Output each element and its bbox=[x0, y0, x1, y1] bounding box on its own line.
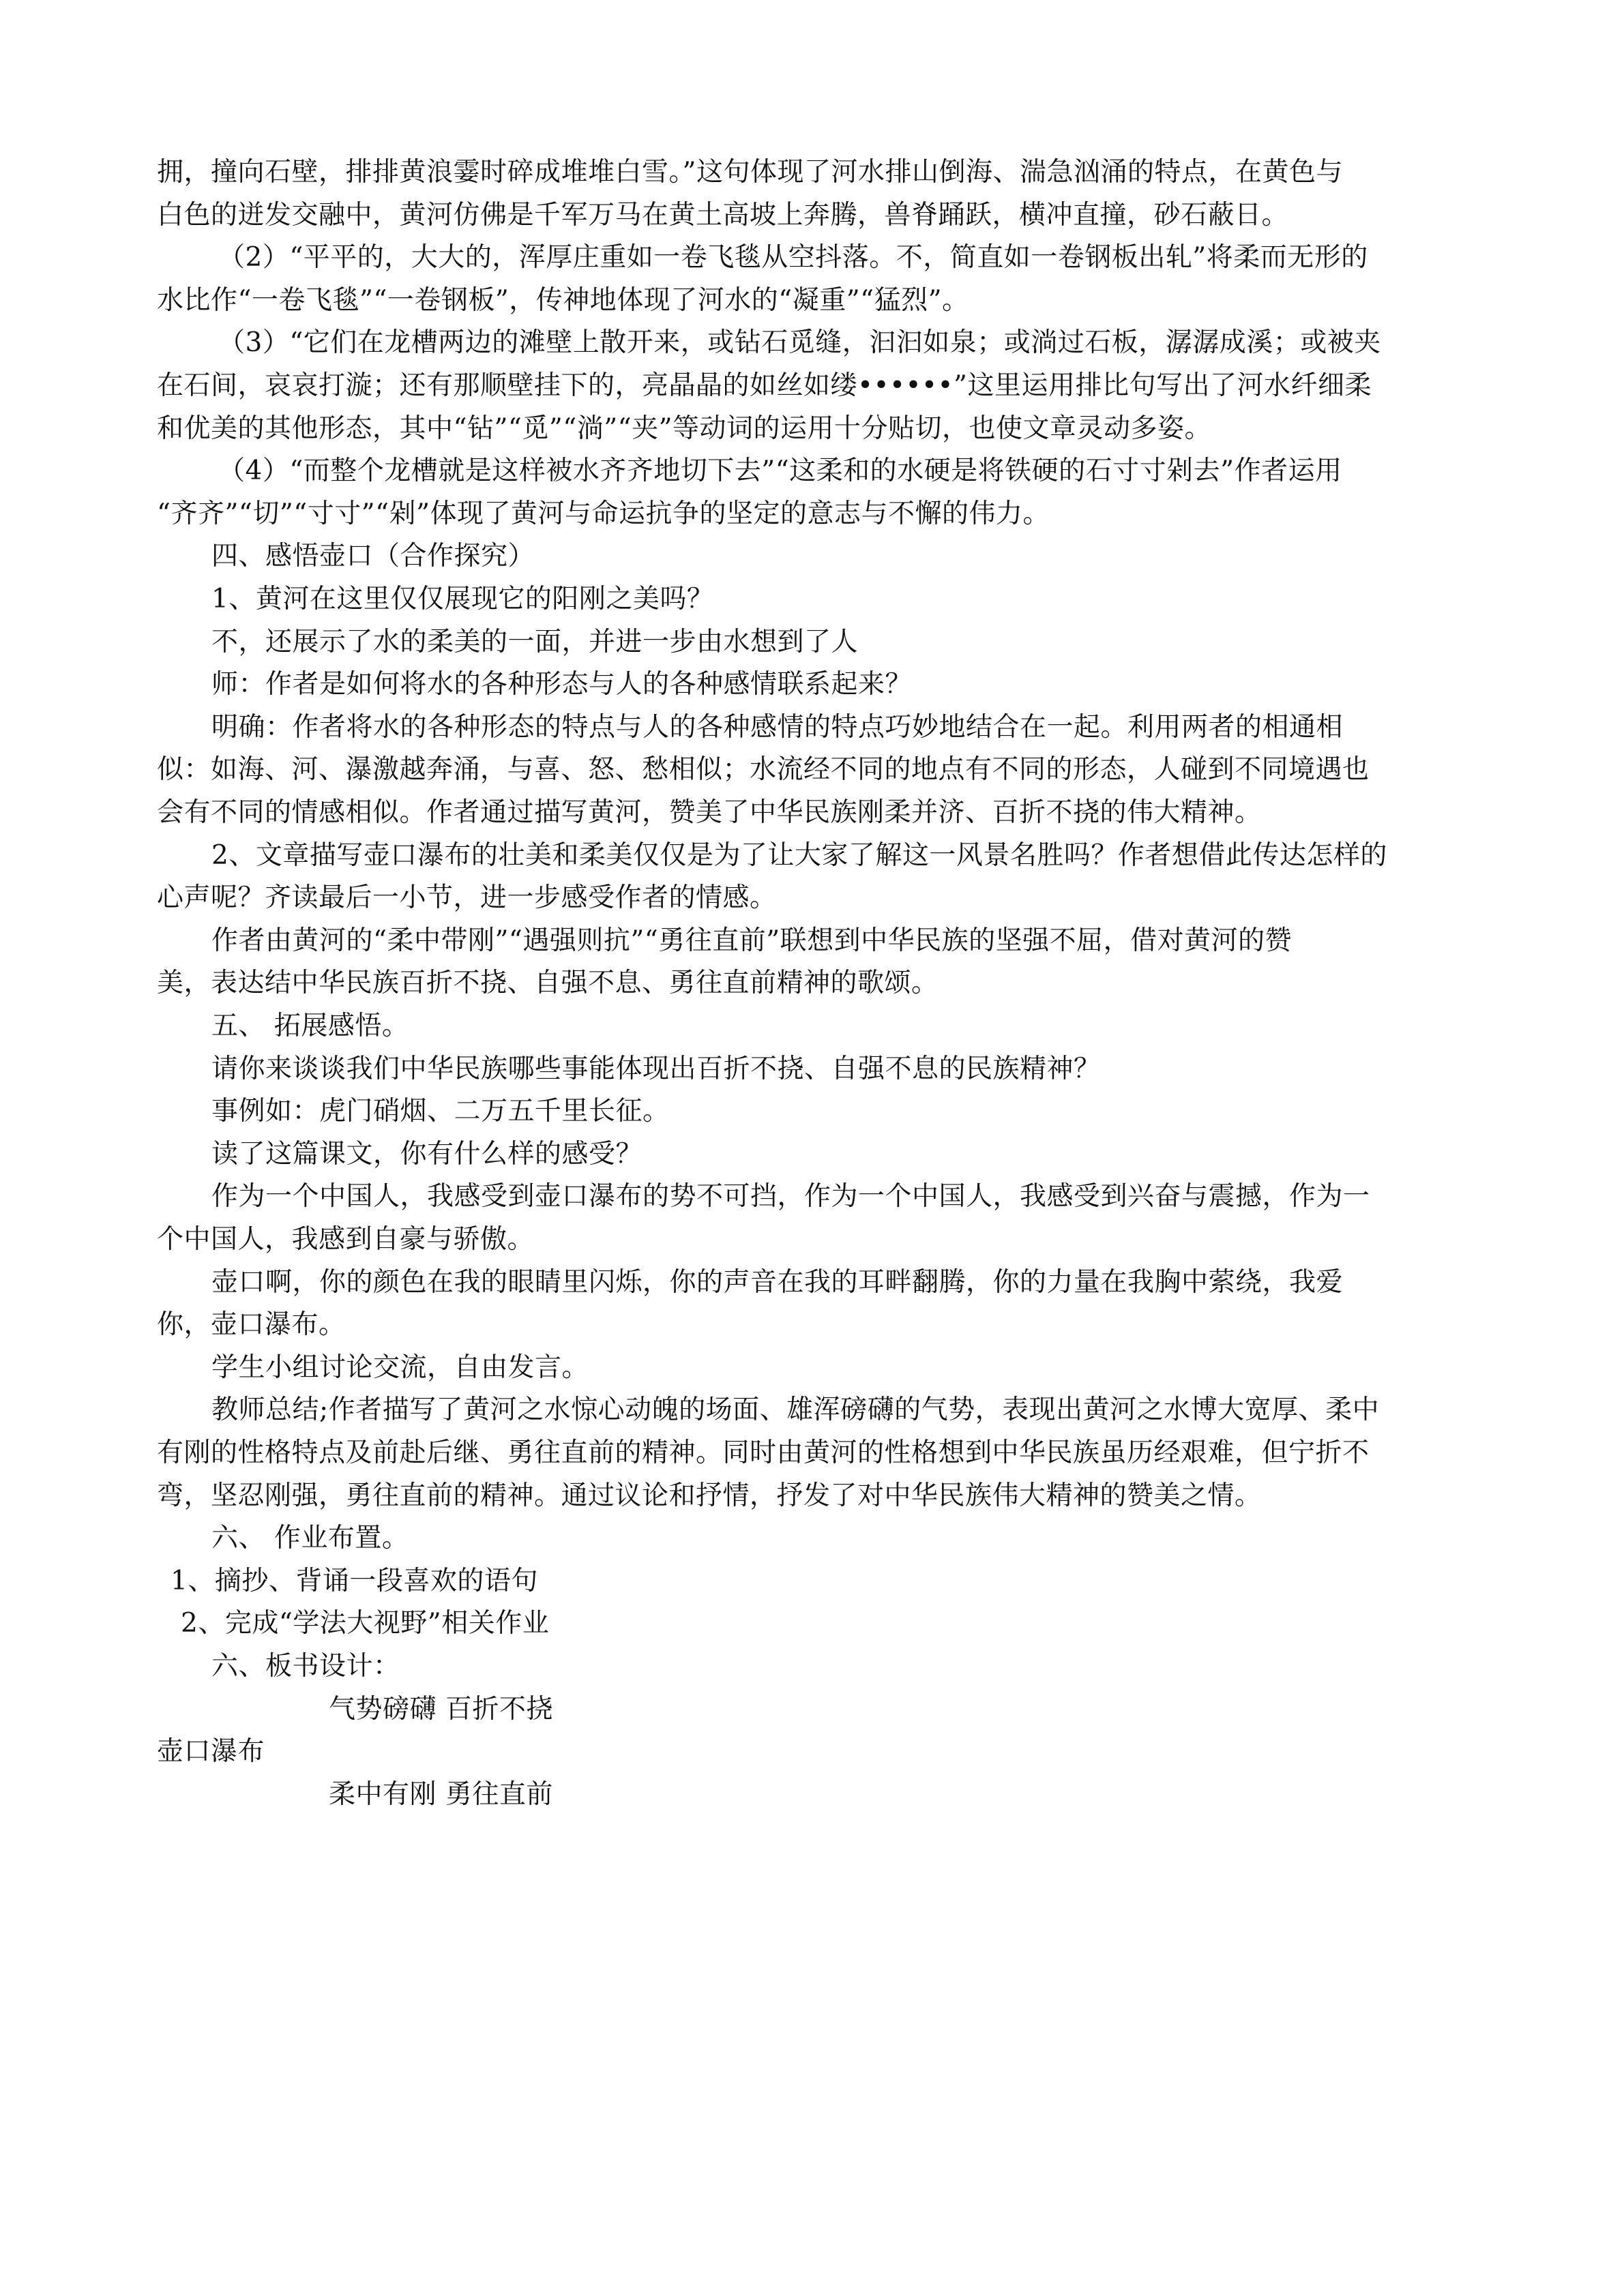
text-line: 水比作“一卷飞毯”“一卷钢板”，传神地体现了河水的“凝重”“猛烈”。 bbox=[157, 285, 969, 316]
text-line: 会有不同的情感相似。作者通过描写黄河，赞美了中华民族刚柔并济、百折不挠的伟大精神。 bbox=[157, 797, 1262, 828]
section-heading: 五、 拓展感悟。 bbox=[211, 1011, 409, 1041]
text-line: 作为一个中国人，我感受到壶口瀑布的势不可挡，作为一个中国人，我感受到兴奋与震撼，作为一 bbox=[211, 1181, 1370, 1212]
board-design-line: 气势磅礴 百折不挠 bbox=[329, 1694, 553, 1725]
text-line: “齐齐”“切”“寸寸”“剁”体现了黄河与命运抗争的坚定的意志与不懈的伟力。 bbox=[157, 498, 1050, 529]
text-line: （3）“它们在龙槽两边的滩壁上散开来，或钻石觅缝，汩汩如泉；或淌过石板，潺潺成溪；或被夹 bbox=[218, 327, 1381, 358]
board-design-line: 柔中有刚 勇往直前 bbox=[329, 1779, 553, 1810]
text-line: 美，表达结中华民族百折不挠、自强不息、勇往直前精神的歌颂。 bbox=[157, 968, 939, 998]
text-line: 似：如海、河、瀑激越奔涌，与喜、怒、愁相似；水流经不同的地点有不同的形态，人碰到不同境遇也 bbox=[157, 754, 1370, 785]
text-line: 明确：作者将水的各种形态的特点与人的各种感情的特点巧妙地结合在一起。利用两者的相通相 bbox=[211, 712, 1344, 743]
section-heading: 四、感悟壶口（合作探究） bbox=[211, 541, 535, 571]
text-line: 师：作者是如何将水的各种形态与人的各种感情联系起来？ bbox=[211, 669, 913, 700]
text-line: 你，壶口瀑布。 bbox=[157, 1309, 346, 1340]
text-line: 白色的迸发交融中，黄河仿佛是千军万马在黄土高坡上奔腾，兽脊踊跃，横冲直撞，砂石蔽日。 bbox=[157, 200, 1289, 230]
text-line: 1、黄河在这里仅仅展现它的阳刚之美吗？ bbox=[211, 584, 714, 614]
section-heading: 六、 作业布置。 bbox=[211, 1523, 409, 1553]
text-line: 弯，坚忍刚强，勇往直前的精神。通过议论和抒情，抒发了对中华民族伟大精神的赞美之情。 bbox=[157, 1480, 1262, 1511]
text-line: （4）“而整个龙槽就是这样被水齐齐地切下去”“这柔和的水硬是将铁硬的石寸寸剁去”作者运用 bbox=[218, 456, 1342, 486]
text-line: 请你来谈谈我们中华民族哪些事能体现出百折不挠、自强不息的民族精神？ bbox=[211, 1054, 1101, 1084]
text-line: 个中国人，我感到自豪与骄傲。 bbox=[157, 1224, 535, 1255]
text-line: 在石间，哀哀打漩；还有那顺壁挂下的，亮晶晶的如丝如缕••••••”这里运用排比句写出了河水纤细柔 bbox=[157, 370, 1372, 401]
text-line: 壶口啊，你的颜色在我的眼睛里闪烁，你的声音在我的耳畔翻腾，你的力量在我胸中萦绕，我爱 bbox=[211, 1267, 1344, 1298]
text-line: 不，还展示了水的柔美的一面，并进一步由水想到了人 bbox=[211, 627, 859, 657]
text-line: 有刚的性格特点及前赴后继、勇往直前的精神。同时由黄河的性格想到中华民族虽历经艰难，但宁折不 bbox=[157, 1437, 1370, 1468]
text-line: （2）“平平的，大大的，浑厚庄重如一卷飞毯从空抖落。不，简直如一卷钢板出轧”将柔而无形的 bbox=[218, 242, 1368, 273]
text-line: 事例如：虎门硝烟、二万五千里长征。 bbox=[211, 1096, 670, 1127]
text-line: 读了这篇课文，你有什么样的感受？ bbox=[211, 1139, 643, 1169]
board-design-title: 壶口瀑布 bbox=[157, 1736, 265, 1767]
text-line: 2、完成“学法大视野”相关作业 bbox=[181, 1608, 550, 1639]
section-heading: 六、板书设计： bbox=[211, 1651, 400, 1682]
text-line: 2、文章描写壶口瀑布的壮美和柔美仅仅是为了让大家了解这一风景名胜吗？作者想借此传达怎样的 bbox=[211, 840, 1387, 871]
text-line: 拥，撞向石壁，排排黄浪霎时碎成堆堆白雪。”这句体现了河水排山倒海、湍急汹涌的特点，在黄色与 bbox=[157, 157, 1343, 188]
text-line: 心声呢？齐读最后一小节，进一步感受作者的情感。 bbox=[157, 882, 777, 913]
text-line: 作者由黄河的“柔中带刚”“遇强则抗”“勇往直前”联想到中华民族的坚强不屈，借对黄河的赞 bbox=[211, 925, 1293, 956]
text-line: 1、摘抄、背诵一段喜欢的语句 bbox=[171, 1566, 538, 1596]
text-line: 和优美的其他形态，其中“钻”“觅”“淌”“夹”等动词的运用十分贴切，也使文章灵动多姿。 bbox=[157, 413, 1212, 444]
text-line: 学生小组讨论交流，自由发言。 bbox=[211, 1352, 589, 1383]
text-line: 教师总结;作者描写了黄河之水惊心动魄的场面、雄浑磅礴的气势，表现出黄河之水博大宽厚、柔中 bbox=[211, 1395, 1380, 1425]
